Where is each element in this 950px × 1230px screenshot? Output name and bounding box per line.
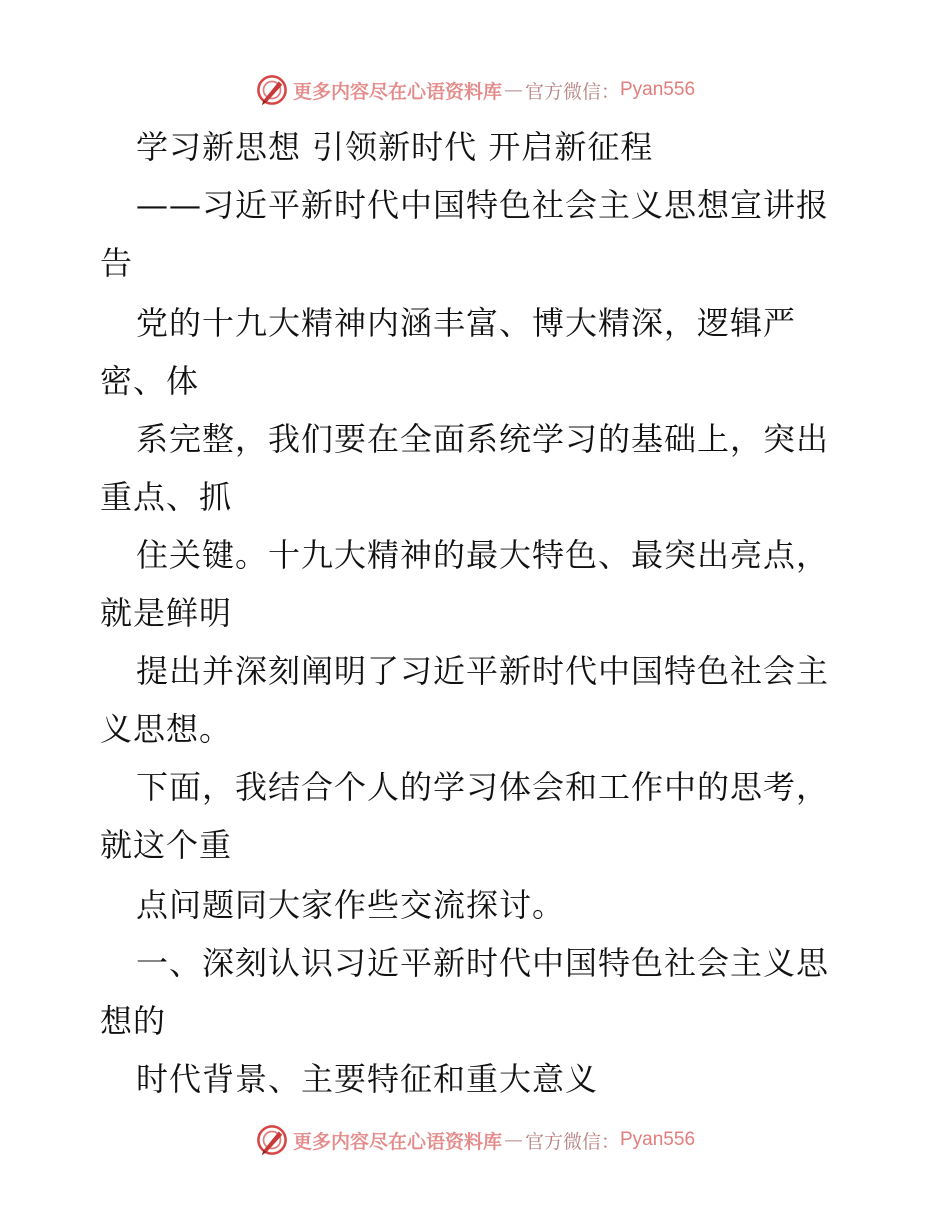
banner-wechat-id: Pyan556 xyxy=(620,79,696,100)
footer-watermark-banner xyxy=(0,1120,950,1160)
section-heading-continued: 时代背景、主要特征和重大意义 xyxy=(136,1060,599,1098)
banner-main-text: 更多内容尽在心语资料库 xyxy=(292,80,502,103)
paragraph-line: 提出并深刻阐明了习近平新时代中国特色社会主 xyxy=(136,652,830,690)
document-title: 学习新思想 引领新时代 开启新征程 xyxy=(136,128,654,166)
banner-wechat-label: 官方微信： xyxy=(524,1130,620,1153)
paragraph-line: 就是鲜明 xyxy=(100,594,233,632)
document-subtitle: ——习近平新时代中国特色社会主义思想宣讲报 xyxy=(136,186,830,224)
paragraph-line: 党的十九大精神内涵丰富、博大精深，逻辑严 xyxy=(136,304,797,342)
paragraph-line: 重点、抓 xyxy=(100,478,233,516)
banner-wechat-id: Pyan556 xyxy=(620,1129,696,1150)
paragraph-line: 义思想。 xyxy=(100,710,233,748)
paragraph-line: 系完整，我们要在全面系统学习的基础上，突出 xyxy=(136,420,830,458)
banner-main-text: 更多内容尽在心语资料库 xyxy=(292,1130,502,1153)
section-heading-continued: 想的 xyxy=(100,1002,167,1040)
paragraph-line: 点问题同大家作些交流探讨。 xyxy=(136,886,566,924)
paragraph-line: 密、体 xyxy=(100,362,200,400)
banner-wechat-label: 官方微信： xyxy=(524,80,620,103)
paragraph-line: 就这个重 xyxy=(100,826,233,864)
paragraph-line: 下面，我结合个人的学习体会和工作中的思考， xyxy=(136,768,830,806)
section-heading: 一、深刻认识习近平新时代中国特色社会主义思 xyxy=(136,944,830,982)
document-subtitle-continued: 告 xyxy=(100,244,134,282)
banner-separator: — xyxy=(503,1129,523,1151)
paragraph-line: 住关键。十九大精神的最大特色、最突出亮点， xyxy=(136,536,830,574)
pen-logo-icon xyxy=(255,1123,289,1157)
banner-separator: — xyxy=(503,79,523,101)
